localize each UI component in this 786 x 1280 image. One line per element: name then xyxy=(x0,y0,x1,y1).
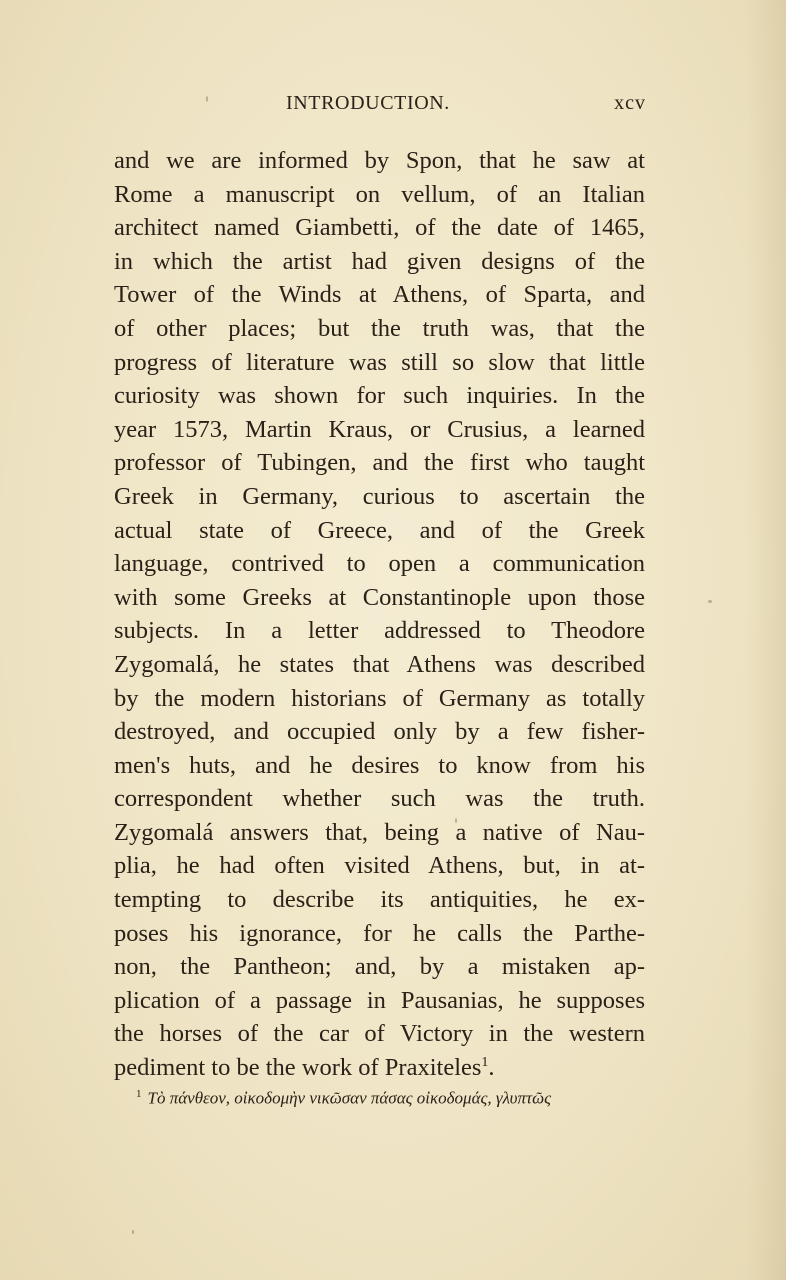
text-line: Greek in Germany, curious to ascertain the xyxy=(114,482,645,510)
text-line-last xyxy=(114,1051,645,1085)
footnote xyxy=(136,1088,656,1109)
text-line: professor of Tubingen, and the first who taught xyxy=(114,449,645,477)
text-line: progress of literature was still so slow that little xyxy=(114,348,645,376)
text-line: language, contrived to open a communication xyxy=(114,550,645,578)
text-line: Rome a manuscript on vellum, of an Italian xyxy=(114,180,645,208)
text-line: actual state of Greece, and of the Greek xyxy=(114,516,645,544)
paper-speck xyxy=(455,818,457,823)
footnote-text: Τὸ πάνθεον, οἰκοδομὴν νικῶσαν πάσας οἰκοδομάς, γλυπτῶς xyxy=(147,1088,551,1108)
text-line: tempting to describe its antiquities, he ex- xyxy=(114,886,645,914)
footnote-reference: 1 xyxy=(481,1054,489,1070)
text-line: year 1573, Martin Kraus, or Crusius, a learned xyxy=(114,415,645,443)
paper-speck xyxy=(132,1230,134,1234)
text-line: subjects. In a letter addressed to Theodore xyxy=(114,617,645,645)
text-line: of other places; but the truth was, that the xyxy=(114,314,645,342)
text-line: plication of a passage in Pausanias, he supposes xyxy=(114,986,645,1014)
text-line: in which the artist had given designs of the xyxy=(114,247,645,275)
footnote-number: 1 xyxy=(136,1088,142,1100)
text-line: with some Greeks at Constantinople upon those xyxy=(114,583,645,611)
text-line: correspondent whether such was the truth. xyxy=(114,785,645,813)
text-line: Zygomalá, he states that Athens was described xyxy=(114,650,645,678)
text-line: the horses of the car of Victory in the western xyxy=(114,1020,645,1048)
text-line: Zygomalá answers that, being a native of Nau- xyxy=(114,818,645,846)
text-line: and we are informed by Spon, that he saw at xyxy=(114,147,645,174)
page-number: xcv xyxy=(614,92,646,114)
text-line: plia, he had often visited Athens, but, in at- xyxy=(114,852,645,880)
paper-speck xyxy=(708,600,712,603)
text-line: destroyed, and occupied only by a few fisher- xyxy=(114,718,645,746)
page-edge-shading xyxy=(746,0,786,1280)
sentence-period: . xyxy=(488,1054,495,1082)
text-line: architect named Giambetti, of the date of 1465, xyxy=(114,214,645,242)
text-line: Tower of the Winds at Athens, of Sparta, and xyxy=(114,281,645,309)
body-text xyxy=(114,144,645,1085)
text-line: non, the Pantheon; and, by a mistaken ap- xyxy=(114,953,645,981)
text-line-content: pediment to be the work of Praxiteles xyxy=(114,1054,482,1082)
text-line: curiosity was shown for such inquiries. In the xyxy=(114,382,645,410)
text-line: by the modern historians of Germany as totally xyxy=(114,684,645,712)
running-head: INTRODUCTION. xyxy=(286,92,450,114)
text-line: poses his ignorance, for he calls the Parthe- xyxy=(114,919,645,947)
paper-speck xyxy=(206,96,208,102)
text-line: men's huts, and he desires to know from his xyxy=(114,751,645,779)
